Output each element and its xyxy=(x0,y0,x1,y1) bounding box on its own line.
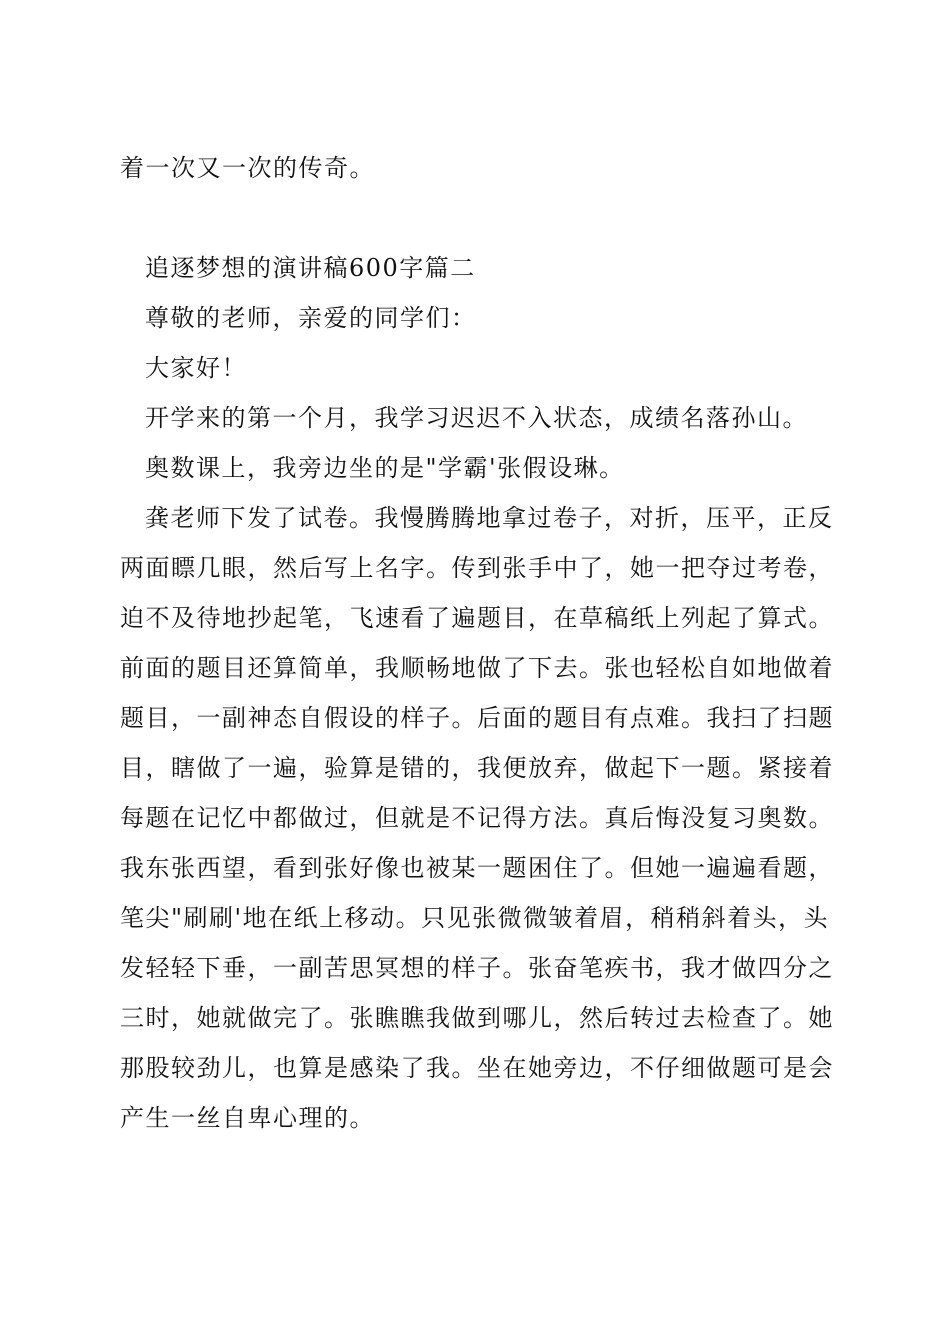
paragraph-line: 题目，一副神态自假设的样子。后面的题目有点难。我扫了扫题 xyxy=(120,704,834,732)
paragraph-line: 那股较劲儿，也算是感染了我。坐在她旁边，不仔细做题可是会 xyxy=(120,1054,834,1082)
greeting: 大家好！ xyxy=(145,354,247,382)
paragraph-line: 目，瞎做了一遍，验算是错的，我便放弃，做起下一题。紧接着 xyxy=(120,754,834,782)
section-heading: 追逐梦想的演讲稿600字篇二 xyxy=(145,254,476,282)
paragraph-line: 笔尖"刷刷'地在纸上移动。只见张微微皱着眉，稍稍斜着头，头 xyxy=(120,904,830,932)
paragraph-line: 龚老师下发了试卷。我慢腾腾地拿过卷子，对折，压平，正反 xyxy=(145,504,834,532)
paragraph-line: 每题在记忆中都做过，但就是不记得方法。真后悔没复习奥数。 xyxy=(120,804,834,832)
paragraph-line: 着一次又一次的传奇。 xyxy=(120,154,375,182)
paragraph-line: 迫不及待地抄起笔，飞速看了遍题目，在草稿纸上列起了算式。 xyxy=(120,604,834,632)
paragraph-line: 产生一丝自卑心理的。 xyxy=(120,1104,375,1132)
paragraph-line: 前面的题目还算简单，我顺畅地做了下去。张也轻松自如地做着 xyxy=(120,654,834,682)
paragraph-line: 奥数课上，我旁边坐的是"学霸'张假设琳。 xyxy=(145,454,625,482)
salutation: 尊敬的老师，亲爱的同学们： xyxy=(145,304,477,332)
paragraph-line: 三时，她就做完了。张瞧瞧我做到哪儿，然后转过去检查了。她 xyxy=(120,1004,834,1032)
paragraph-line: 两面瞟几眼，然后写上名字。传到张手中了，她一把夺过考卷， xyxy=(120,554,834,582)
paragraph-line: 开学来的第一个月，我学习迟迟不入状态，成绩名落孙山。 xyxy=(145,404,808,432)
paragraph-line: 发轻轻下垂，一副苦思冥想的样子。张奋笔疾书，我才做四分之 xyxy=(120,954,834,982)
paragraph-line: 我东张西望，看到张好像也被某一题困住了。但她一遍遍看题， xyxy=(120,854,834,882)
